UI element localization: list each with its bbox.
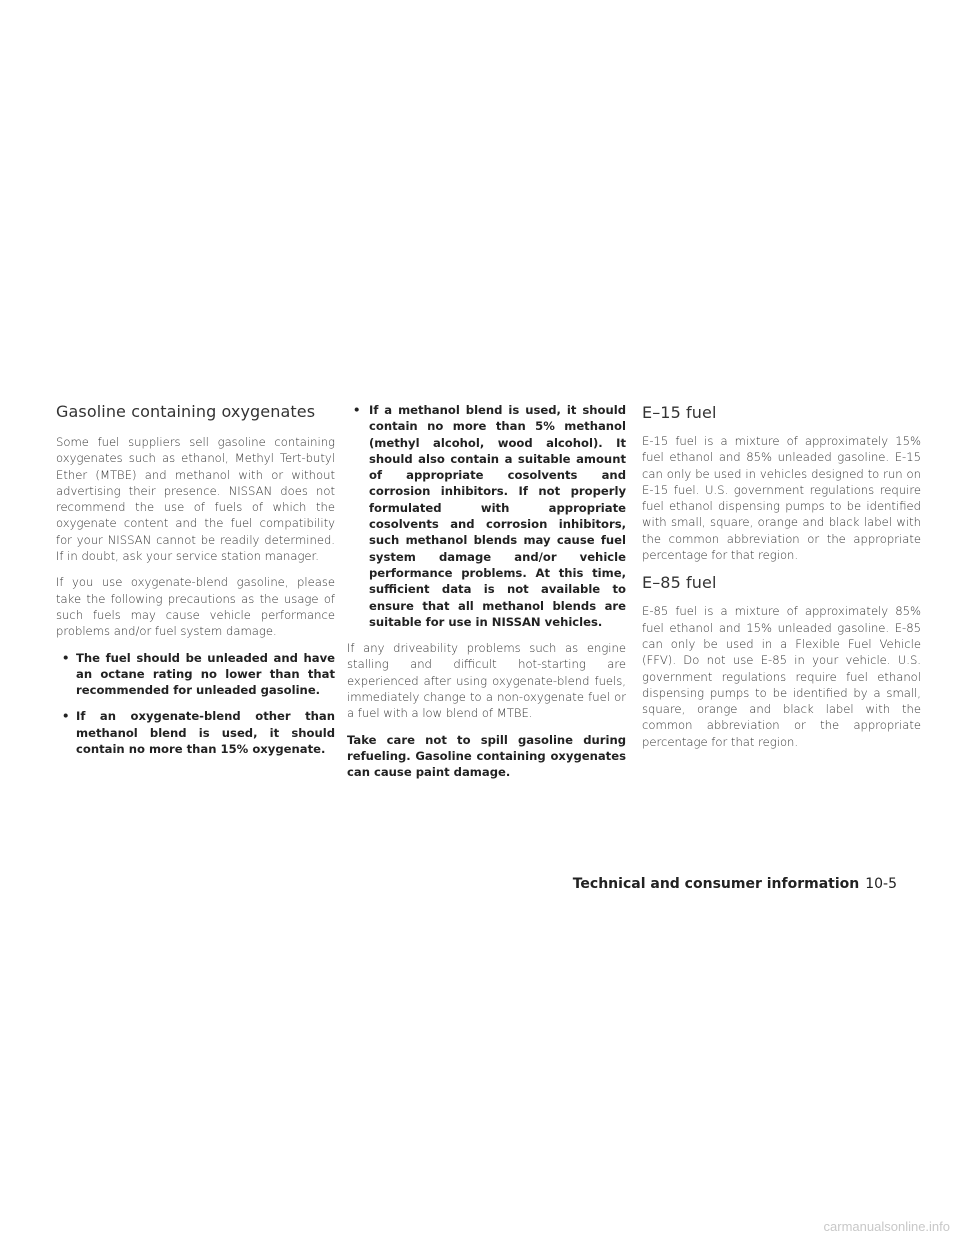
watermark: carmanualsonline.info xyxy=(823,1219,950,1234)
oxygenates-precautions-paragraph: If you use oxygenate-blend gasoline, please take the following precautions as the usage of such fuels may cause vehicle performance problems and/or fuel system damage. xyxy=(56,575,335,639)
bullet-text: If a methanol blend is used, it should contain no more than 5% methanol (methyl alcohol, wood alcohol). It should also contain a suitable amount of appropriate cosolvents and corrosion inhibitors. If not properly formulated with appropriate cosolvents and corrosion inhibitors, such methanol blends may cause fuel system damage and/or vehicle performance problems. At this time, sufficient data is not available to ensure that all methanol blends are suitable for use in NISSAN vehicles. xyxy=(369,403,626,629)
bullet-icon: • xyxy=(62,709,70,724)
section-title-e15: E–15 fuel xyxy=(642,403,717,422)
column-middle xyxy=(347,402,626,791)
section-title-e85: E–85 fuel xyxy=(642,573,717,593)
bullet-text: The fuel should be unleaded and have an octane rating no lower than that recommended for unleaded gasoline. xyxy=(76,650,335,698)
page-footer xyxy=(573,876,897,892)
bullet-item xyxy=(56,708,335,757)
bullet-text: If an oxygenate-blend other than methanol blend is used, it should contain no more than 15% oxygenate. xyxy=(76,709,335,757)
bullet-icon: • xyxy=(353,403,361,417)
bullet-item xyxy=(347,402,626,630)
bullet-icon: • xyxy=(62,650,70,665)
e85-paragraph: E-85 fuel is a mixture of approximately 85% fuel ethanol and 15% unleaded gasoline. E-85 can only be used in a Flexible Fuel Vehicle (FFV). Do not use E-85 in your vehicle. U.S. government regulations require fuel ethanol dispensing pumps to be identified by a small, square, orange and black label with the common abbreviation or the appropriate percentage for that region. xyxy=(642,604,921,749)
oxygenates-intro-paragraph: Some fuel suppliers sell gasoline containing oxygenates such as ethanol, Methyl Tert-butyl Ether (MTBE) and methanol with or without advertising their presence. NISSAN does not recommend the use of fuels of which the oxygenate content and the fuel compatibility for your NISSAN cannot be readily determined. If in doubt, ask your service station manager. xyxy=(56,435,335,564)
column-right xyxy=(642,403,921,760)
footer-section-title: Technical and consumer information xyxy=(572,876,860,892)
section-title-oxygenates: Gasoline containing oxygenates xyxy=(56,402,316,421)
column-left xyxy=(56,402,335,767)
bullet-item xyxy=(56,650,335,699)
page-number: 10-5 xyxy=(865,876,897,892)
paint-damage-warning: Take care not to spill gasoline during refueling. Gasoline containing oxygenates can cause paint damage. xyxy=(347,732,626,780)
e15-paragraph: E-15 fuel is a mixture of approximately 15% fuel ethanol and 85% unleaded gasoline. E-15 can only be used in vehicles designed to run on E-15 fuel. U.S. government regulations require fuel ethanol dispensing pumps to be identified with small, square, orange and black label with the common abbreviation or the appropriate percentage for that region. xyxy=(642,434,921,563)
driveability-paragraph: If any driveability problems such as engine stalling and difficult hot-starting are experienced after using oxygenate-blend fuels, immediately change to a non-oxygenate fuel or a fuel with a low blend of MTBE. xyxy=(347,641,626,721)
